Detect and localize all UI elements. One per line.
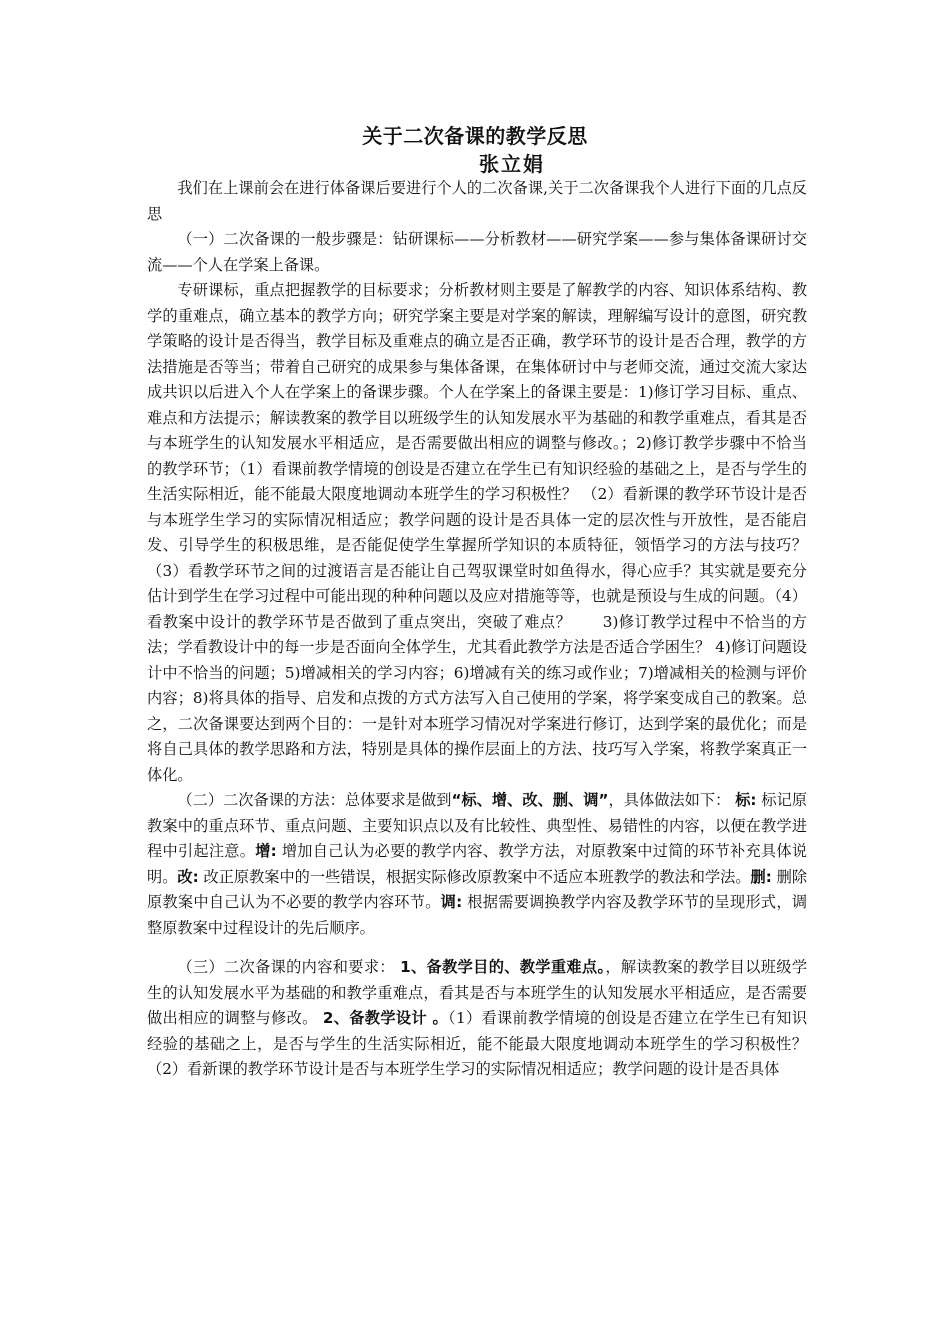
- term-gai: 改:: [177, 867, 199, 886]
- section3-item2-text: （1）看课前教学情境的创设是否建立在学生已有知识经验的基础之上，是否与学生的生活实际相近，能不能最大限度地调动本班学生的学习积极性？ （2）看新课的教学环节设计是否与本班学生学习的实际情况相适应；教学问题的设计是否具体: [147, 1009, 808, 1078]
- desc-tiao: 根据需要调换教学内容及教学环节的呈现形式，调整原教案中过程设计的先后顺序。: [147, 893, 808, 937]
- section2-after-keywords: ，具体做法如下：: [608, 791, 731, 809]
- term-tiao: 调:: [440, 893, 463, 911]
- section2-keywords: “标、增、改、删、调”: [451, 791, 609, 809]
- desc-biao: 标记原教案中的重点环节、重点问题、主要知识点以及有比较性、典型性、易错性的内容，以便在教学进程中引起注意。: [147, 791, 808, 860]
- section3-item1-title: 1、备教学目的、教学重难点。: [400, 958, 606, 976]
- desc-shan: 删除原教案中自己认为不必要的教学内容环节。: [147, 867, 808, 911]
- section2-lead: （二）二次备课的方法：总体要求是做到: [177, 791, 452, 809]
- section1-heading: （一）二次备课的一般步骤是：钻研课标——分析教材——研究学案——参与集体备课研讨交流——个人在学案上备课。: [147, 230, 807, 274]
- term-biao: 标:: [735, 791, 757, 809]
- document-title: 关于二次备课的教学反思: [362, 124, 588, 148]
- section3-item1-text: ，解读教案的教学目以班级学生的认知发展水平为基础的和教学重难点，看其是否与本班学生的认知发展水平相适应，是否需要做出相应的调整与修改。: [147, 958, 808, 1027]
- section3-paragraph: [147, 955, 807, 1083]
- desc-zeng: 增加自己认为必要的教学内容、教学方法，对原教案中过简的环节补充具体说明。: [147, 842, 808, 886]
- document-body: [147, 176, 807, 1083]
- section3-lead: （三）二次备课的内容和要求：: [177, 958, 395, 976]
- section1-paragraph: 专研课标，重点把握教学的目标要求；分析教材则主要是了解教学的内容、知识体系结构、教学的重难点，确立基本的教学方向；研究学案主要是对学案的解读，理解编写设计的意图，研究教学策略的设计是否得当，教学目标及重难点的确立是否正确，教学环节的设计是否合理，教学的方法措施是否等当；带着自己研究的成果参与集体备课，在集体研讨中与老师交流，通过交流大家达成共识以后进入个人在学案上的备课步骤。个人在学案上的备课主要是：1)修订学习目标、重点、难点和方法提示；解读教案的教学目以班级学生的认知发展水平为基础的和教学重难点，看其是否与本班学生的认知发展水平相适应，是否需要做出相应的调整与修改。；2)修订教学步骤中不恰当的教学环节；（1）看课前教学情境的创设是否建立在学生已有知识经验的基础之上，是否与学生的生活实际相近，能不能最大限度地调动本班学生的学习积极性？ （2）看新课的教学环节设计是否与本班学生学习的实际情况相适应；教学问题的设计是否具体一定的层次性与开放性，是否能启发、引导学生的积极思维，是否能促使学生掌握所学知识的本质特征，领悟学习的方法与技巧？ （3）看教学环节之间的过渡语言是否能让自己驾驭课堂时如鱼得水，得心应手？其实就是要充分估计到学生在学习过程中可能出现的种种问题以及应对措施等等，也就是预设与生成的问题。（4）看教案中设计的教学环节是否做到了重点突出，突破了难点？ 3)修订教学过程中不恰当的方法；学看教设计中的每一步是否面向全体学生，尤其看此教学方法是否适合学困生？ 4)修订问题设计中不恰当的问题；5)增减相关的学习内容；6)增减有关的练习或作业；7)增减相关的检测与评价内容；8)将具体的指导、启发和点拨的方式方法写入自己使用的学案，将学案变成自己的教案。总之，二次备课要达到两个目的：一是针对本班学习情况对学案进行修订，达到学案的最优化；而是将自己具体的教学思路和方法，特别是具体的操作层面上的方法、技巧写入学案，将教学案真正一体化。: [147, 281, 807, 784]
- section2-paragraph: [147, 788, 807, 941]
- term-zeng: 增:: [255, 842, 277, 860]
- desc-gai: 改正原教案中的一些错误，根据实际修改原教案中不适应本班教学的教法和学法。: [203, 867, 751, 886]
- document-author: 张立娟: [479, 152, 545, 176]
- intro-paragraph: 我们在上课前会在进行体备课后要进行个人的二次备课,关于二次备课我个人进行下面的几点反思: [147, 179, 807, 223]
- term-shan: 删:: [750, 867, 772, 886]
- section3-item2-title: 2、备教学设计 。: [322, 1009, 449, 1027]
